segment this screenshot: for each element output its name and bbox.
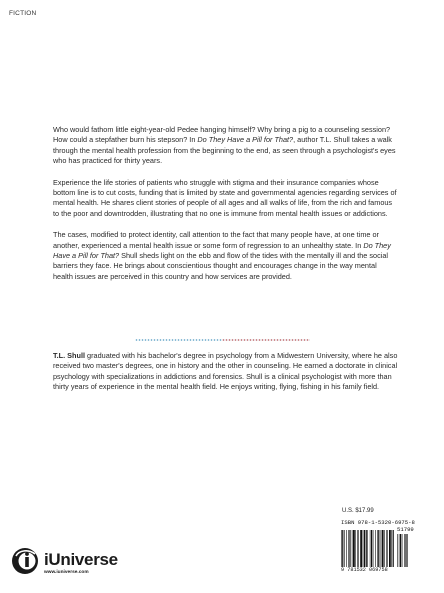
publisher-logo [10, 546, 130, 580]
price-label: U.S. $17.99 [342, 508, 374, 514]
blurb-paragraph-2: Experience the life stories of patients who struggle with stigma and their insurance companies whose bottom line is to cut costs, funding that is limited by state and governmental agencies regarding services of mental health. He shares client stories of people of all ages and all walks of life, from the rich and famous to the poor and downtrodden, illustrating that no one is immune from mental health issues or addictions. [53, 177, 397, 218]
dotted-divider-right [222, 339, 310, 341]
isbn-barcode [341, 519, 421, 574]
iuniverse-logo-icon [10, 546, 40, 576]
publisher-url: www.iuniverse.com [44, 570, 89, 575]
author-name: T.L. Shull [53, 351, 86, 360]
isbn-number: ISBN 978-1-5320-6975-8 [341, 519, 415, 526]
blurb-paragraph-3: The cases, modified to protect identity, call attention to the fact that many people have, at one time or another, experienced a mental health issue or some form of regression to an unhealthy state. In Do They Have a Pill for That? Shull sheds light on the ebb and flow of the tides with the mentally ill and the social barriers they face. He brings about conscientious thought and encourages change in the way mental health issues are perceived in this country and how services are provided. [53, 230, 391, 281]
publisher-name: iUniverse [44, 550, 118, 569]
price-addon-number: 51799 [397, 526, 414, 533]
blurb-paragraph-1: Who would fathom little eight-year-old Pedee hanging himself? Why bring a pig to a counseling session? How could a stepfather burn his stepson? In Do They Have a Pill for That?, author T.L. Shull takes a walk through the mental health profession from the beginning to the end, as seen through a psychologist's eyes who has practiced for thirty years. [53, 125, 396, 166]
book-blurb [53, 125, 398, 293]
barcode-bars [341, 526, 419, 568]
genre-label: FICTION [9, 10, 37, 17]
author-bio-text: graduated with his bachelor's degree in psychology from a Midwestern University, where he also received two master's degrees, one in history and the other in counseling. He earned a doctorate in clinical psychology with specializations in addictions and forensics. Shull is a clinical psychologist with more than thirty years of experience in the mental health field. He enjoys writing, flying, fishing in his family field. [53, 351, 398, 392]
author-bio [53, 351, 398, 393]
barcode-digits: 9 781532 069758 [341, 567, 388, 573]
